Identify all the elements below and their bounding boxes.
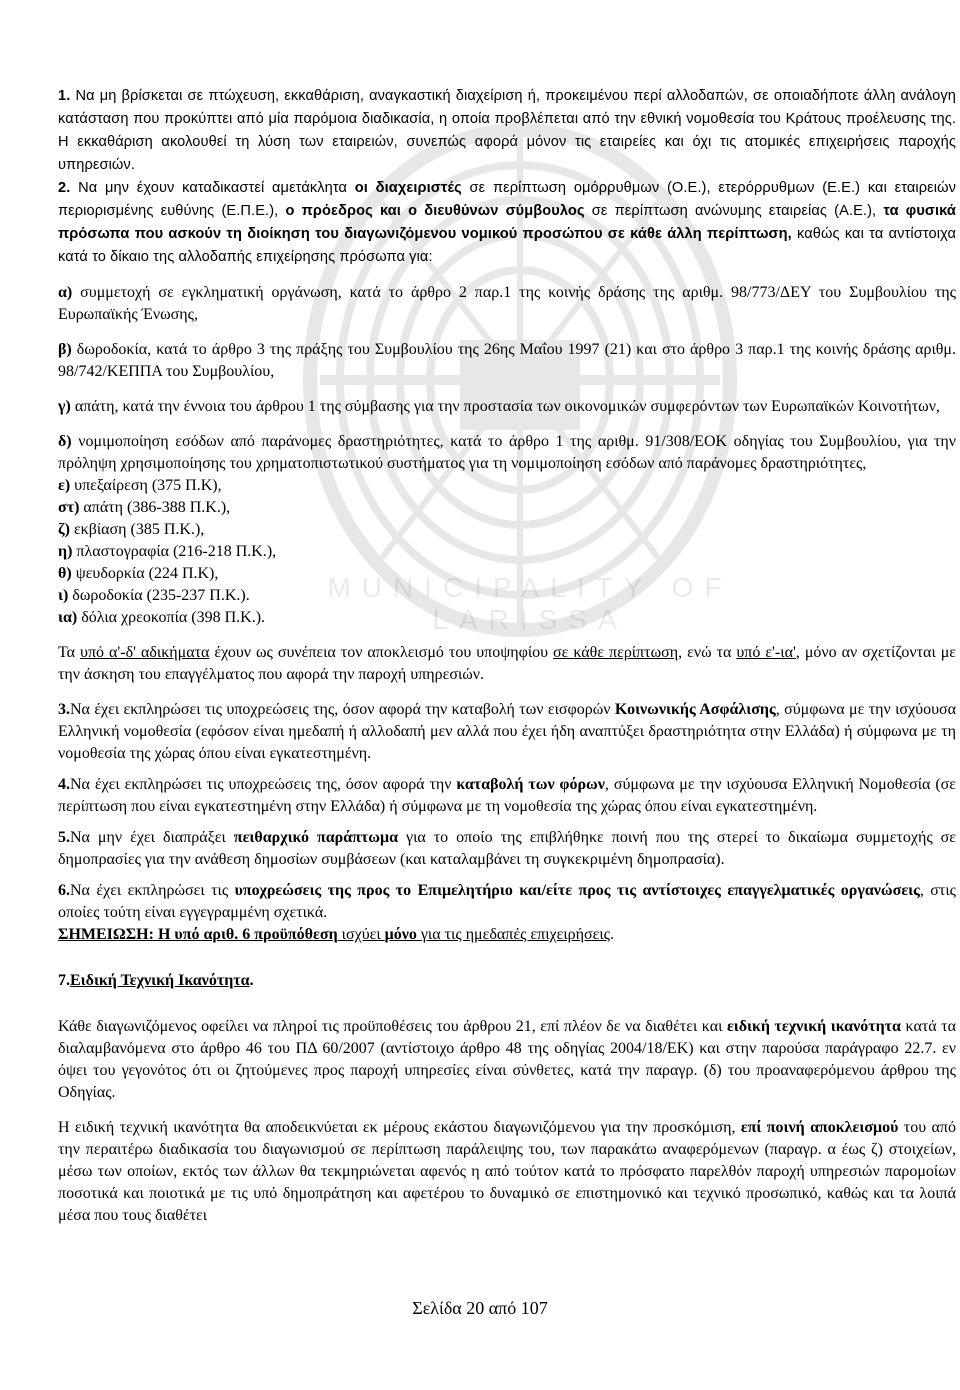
paragraph-4: 4.Να έχει εκπληρώσει τις υποχρεώσεις της, όσον αφορά την καταβολή των φόρων, σύμφωνα με την ισχύουσα Ελληνική Νομοθεσία (σε περίπτωση που είναι εγκατεστημένη στην Ελλάδα) ή σύμφωνα με τη νομοθεσία της χώρας όπου είναι εγκατεστημένη. <box>58 776 957 815</box>
paragraph-2: 2. Να μην έχουν καταδικαστεί αμετάκλητα οι διαχειριστές σε περίπτωση ομόρρυθμων (Ο.Ε.), ετερόρρυθμων (Ε.Ε.) και εταιρειών περιορισμένης ευθύνης (Ε.Π.Ε.), ο πρόεδρος και ο διευθύνων σύμβουλος σε περίπτωση ανώνυμης εταιρείας (Α.Ε.), τα φυσικά πρόσωπα που ασκούν τη διοίκηση του διαγωνιζόμενου νομικού προσώπου σε κάθε άλλη περίπτωση, καθώς και τα αντίστοιχα κατά το δίκαιο της αλλοδαπής επιχείρησης πρόσωπα για: <box>58 180 956 265</box>
offense-st: στ) απάτη (386-388 Π.Κ.), <box>58 499 231 516</box>
offense-b: β) δωροδοκία, κατά το άρθρο 3 της πράξης του Συμβουλίου της 26ης Μαΐου 1997 (21) και στο άρθρο 3 παρ.1 της κοινής δράσης αριθμ. 98/742/ΚΕΠΠΑ του Συμβουλίου, <box>58 341 956 380</box>
document-body <box>58 85 956 1227</box>
paragraph-7b: Η ειδική τεχνική ικανότητα θα αποδεικνύεται εκ μέρους εκάστου διαγωνιζόμενου για την προσκόμιση, επί ποινή αποκλεισμού του από την περαιτέρω διαδικασία του διαγωνισμού σε περίπτωση παράλειψης του, των παρακάτω αναφερόμενων (παραγρ. α έως ζ) στοιχείων, μέσω των οποίων, εκτός των άλλων θα τεκμηριώνεται αφενός η από τούτον κατά το πρόσφατο παρελθόν παροχή υπηρεσιών παρομοίων ποσοτικά και ποιοτικά με τις υπό δημοπράτηση και αφετέρου το δυναμικό σε επιστημονικό και τεχνικό προσωπικό, καθώς και τα λοιπά μέσα που τους διαθέτει <box>58 1119 956 1224</box>
item-number: 6. <box>58 882 70 899</box>
item-number: 3. <box>58 701 70 718</box>
note: ΣΗΜΕΙΩΣΗ: Η υπό αριθ. 6 προϋπόθεση ισχύει μόνο για τις ημεδαπές επιχειρήσεις. <box>58 926 614 943</box>
paragraph-6: 6.Να έχει εκπληρώσει τις υποχρεώσεις της προς το Επιμελητήριο και/είτε προς τις αντίστοιχες επαγγελματικές οργανώσεις, στις οποίες τούτη είναι εγγεγραμμένη σχετικά. <box>58 882 957 921</box>
paragraph-3: 3.Να έχει εκπληρώσει τις υποχρεώσεις της, όσον αφορά την καταβολή των εισφορών Κοινωνικής Ασφάλισης, σύμφωνα με την ισχύουσα Ελληνική νομοθεσία (εφόσον είναι ημεδαπή ή αλλοδαπή μεν αλλά που έχει ήδη αναπτύξει δραστηριότητα στην Ελλάδα) ή σύμφωνα με τη νομοθεσία της χώρας όπου είναι εγκατεστημένη. <box>58 701 957 762</box>
paragraph-5: 5.Να μην έχει διαπράξει πειθαρχικό παράπτωμα για το οποίο της επιβλήθηκε ποινή που της στερεί το δικαίωμα συμμετοχής σε δημοπρασίες για την ανάθεση δημοσίων συμβάσεων (και καταλαμβάνει τη συγκεκριμένη δημοπρασία). <box>58 829 957 868</box>
section-7-heading: 7.Ειδική Τεχνική Ικανότητα. <box>58 972 254 989</box>
offense-ia: ια) δόλια χρεοκοπία (398 Π.Κ.). <box>58 609 266 626</box>
item-number: 7. <box>58 972 70 989</box>
offense-i: ι) δωροδοκία (235-237 Π.Κ.). <box>58 587 250 604</box>
offense-d: δ) νομιμοποίηση εσόδων από παράνομες δραστηριότητες, κατά το άρθρο 1 της αριθμ. 91/308/ΕΟΚ οδηγίας του Συμβουλίου, για την πρόληψη χρησιμοποίησης του χρηματοπιστωτικού συστήματος για τη νομιμοποίηση εσόδων από παράνομες δραστηριότητες, <box>58 433 956 472</box>
offense-e: ε) υπεξαίρεση (375 Π.Κ), <box>58 477 222 494</box>
watermark-text: MUNICIPALITY OF LARISSA <box>327 572 733 635</box>
offense-z: ζ) εκβίαση (385 Π.Κ.), <box>58 521 205 538</box>
item-number: 2. <box>58 180 71 196</box>
paragraph-1: 1. Να μη βρίσκεται σε πτώχευση, εκκαθάριση, αναγκαστική διαχείριση ή, προκειμένου περί αλλοδαπών, σε οποιαδήποτε άλλη ανάλογη κατάσταση που προκύπτει από μία παρόμοια διαδικασία, η οποία προβλέπεται από την εθνική νομοθεσία του Κράτους προέλευσης της. Η εκκαθάριση ακολουθεί τη λύση των εταιρειών, συνεπώς αφορά μόνον τις εταιρείες και όχι τις ατομικές επιχειρήσεις παροχής υπηρεσιών. <box>58 88 956 173</box>
item-number: 5. <box>58 829 70 846</box>
paragraph-7a: Κάθε διαγωνιζόμενος οφείλει να πληροί τις προϋποθέσεις του άρθρου 21, επί πλέον δε να διαθέτει και ειδική τεχνική ικανότητα κατά τα διαλαμβανόμενα στο άρθρο 46 του ΠΔ 60/2007 (αντίστοιχο άρθρο 48 της οδηγίας 2004/18/ΕΚ) και στην παρούσα παράγραφο 22.7. εν όψει του γεγονότος ότι οι ζητούμενες προς παροχή υπηρεσίες είναι σύνθετες, κατά την παραγρ. (δ) του προαναφερόμενου άρθρου της Οδηγίας. <box>58 1018 957 1101</box>
offense-h: η) πλαστογραφία (216-218 Π.Κ.), <box>58 543 277 560</box>
offense-th: θ) ψευδορκία (224 Π.Κ), <box>58 565 219 582</box>
item-number: 1. <box>58 88 71 104</box>
page-number: Σελίδα 20 από 107 <box>412 1298 548 1318</box>
offense-c: γ) απάτη, κατά την έννοια του άρθρου 1 της σύμβασης για την προστασία των οικονομικών συμφερόντων των Ευρωπαϊκών Κοινοτήτων, <box>58 398 940 415</box>
item-number: 4. <box>58 776 70 793</box>
offense-a: α) συμμετοχή σε εγκληματική οργάνωση, κατά το άρθρο 2 παρ.1 της κοινής δράσης της αριθμ. 98/773/ΔΕΥ του Συμβουλίου της Ευρωπαϊκής Ένωσης, <box>58 284 956 323</box>
offenses-summary: Τα υπό α'-δ' αδικήματα έχουν ως συνέπεια τον αποκλεισμό του υποψηφίου σε κάθε περίπτωση, ενώ τα υπό ε'-ια', μόνο αν σχετίζονται με την άσκηση του επαγγέλματος που αφορά την παροχή υπηρεσιών. <box>58 644 957 683</box>
